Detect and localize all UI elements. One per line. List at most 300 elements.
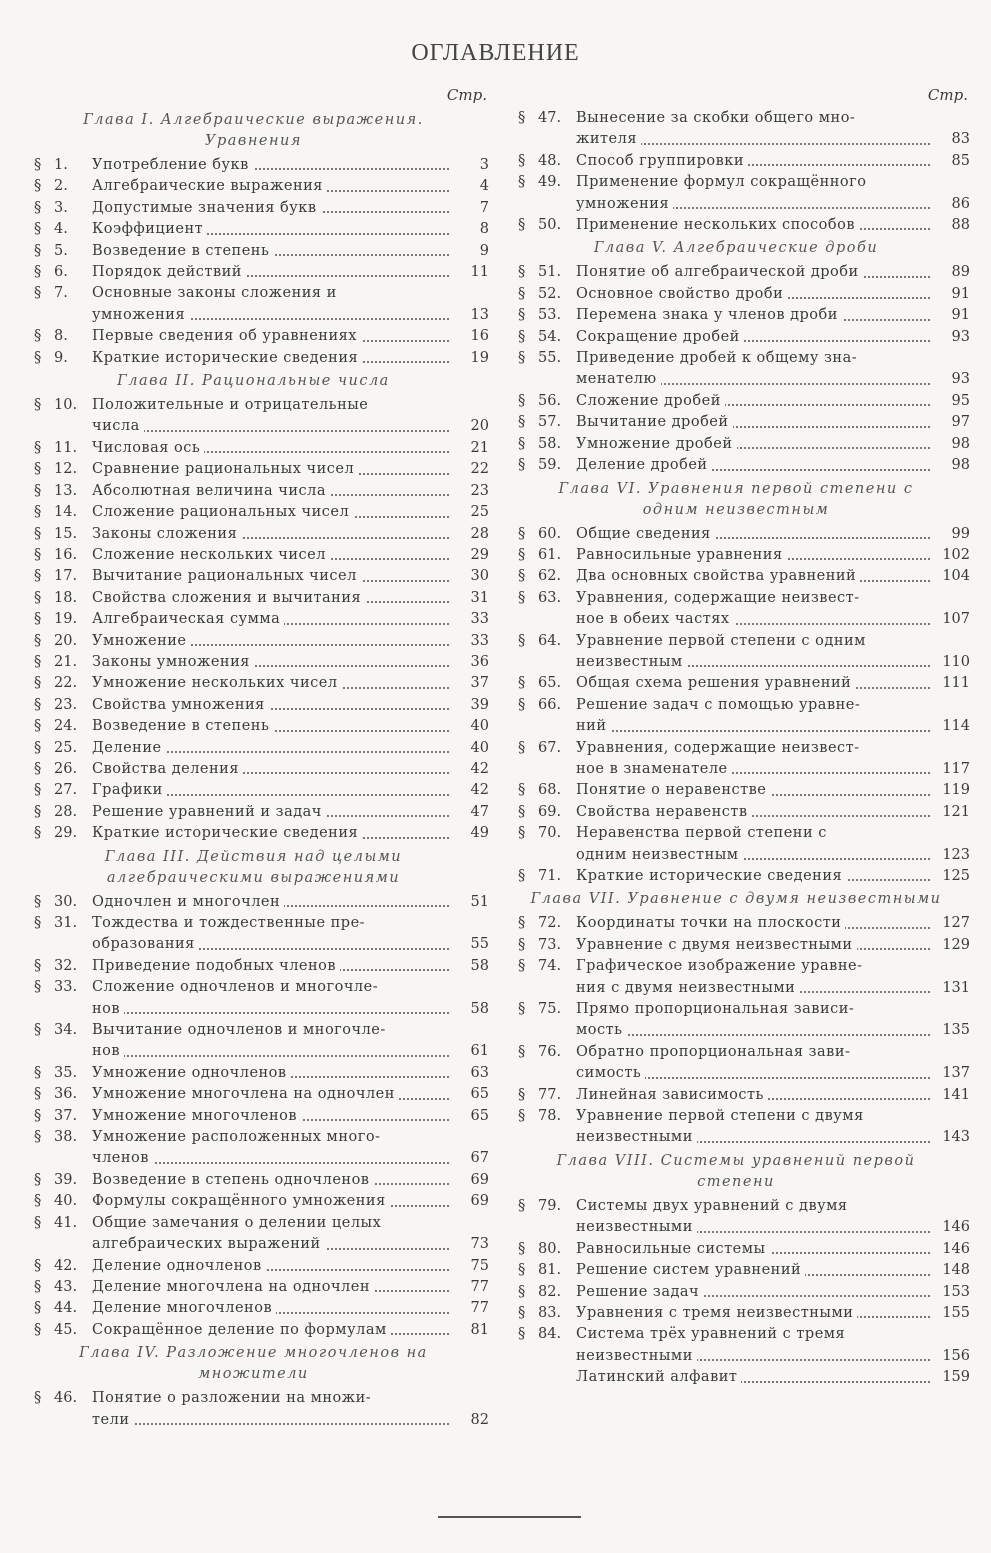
- section-num: 74.: [538, 958, 562, 975]
- section-number: [34, 588, 92, 609]
- entry-text: [576, 823, 936, 844]
- toc-entry: [518, 935, 970, 956]
- toc-entry-continuation: [518, 1217, 970, 1238]
- entry-text: [576, 305, 936, 326]
- section-number: [518, 412, 576, 433]
- entry-text: [92, 524, 455, 545]
- toc-entry: [34, 1020, 489, 1041]
- entry-text: [92, 502, 455, 523]
- section-sign-icon: §: [34, 199, 42, 216]
- entry-text: [576, 1196, 936, 1217]
- section-num: 71.: [538, 868, 562, 884]
- entry-title: Сложение дробей: [576, 393, 725, 409]
- toc-entry-continuation: [518, 1367, 970, 1388]
- entry-text: [92, 673, 455, 694]
- section-num: 79.: [538, 1197, 562, 1214]
- section-sign-icon: §: [518, 392, 526, 409]
- page-number: 107: [942, 611, 970, 628]
- entry-title: Порядок действий: [92, 264, 246, 280]
- entry-title: Первые сведения об уравнениях: [92, 328, 361, 344]
- page-number: 3: [479, 157, 489, 173]
- section-num: 23.: [54, 696, 78, 713]
- entry-title: Умножение одночленов: [92, 1065, 291, 1081]
- section-sign-icon: §: [34, 1390, 42, 1407]
- section-sign-icon: §: [518, 1001, 526, 1018]
- section-num: 24.: [54, 718, 78, 735]
- section-sign-icon: §: [34, 178, 42, 195]
- page-number: 73: [470, 1236, 489, 1253]
- toc-entry: [518, 391, 970, 412]
- page-number: 67: [470, 1150, 489, 1167]
- section-num: 82.: [538, 1283, 562, 1300]
- entry-text: [92, 305, 455, 326]
- toc-entry: [34, 1127, 489, 1148]
- entry-text: [92, 1277, 455, 1298]
- toc-entry: [34, 977, 489, 998]
- entry-title: Вынесение за скобки общего мно-: [576, 110, 859, 126]
- page-number: 146: [942, 1240, 970, 1257]
- section-number: [34, 1020, 92, 1041]
- entry-title: Алгебраические выражения: [92, 178, 327, 194]
- page-number: 69: [470, 1193, 489, 1210]
- section-number: [518, 866, 576, 887]
- section-sign-icon: §: [34, 1257, 42, 1274]
- entry-title: Сложение нескольких чисел: [92, 547, 330, 563]
- dot-leader: [92, 1012, 449, 1014]
- page-number: 156: [942, 1347, 970, 1364]
- section-sign-icon: §: [34, 1107, 42, 1124]
- entry-text: [92, 631, 455, 652]
- page-number: 49: [470, 825, 489, 842]
- section-num: 30.: [54, 893, 78, 910]
- toc-entry: [34, 1084, 489, 1105]
- section-number: [518, 434, 576, 455]
- toc-entry: [34, 892, 489, 913]
- entry-text: [92, 155, 455, 176]
- entry-title: Применение нескольких способов: [576, 217, 859, 233]
- section-sign-icon: §: [518, 1240, 526, 1257]
- toc-entry: [34, 695, 489, 716]
- section-number: [518, 780, 576, 801]
- page-number: 85: [951, 152, 970, 169]
- page-number: 51: [470, 893, 489, 910]
- section-num: 49.: [538, 174, 562, 191]
- entry-title: ний: [576, 718, 611, 734]
- entry-text: [92, 459, 455, 480]
- toc-entry: [518, 780, 970, 801]
- page-number: 123: [942, 846, 970, 863]
- section-num: 76.: [538, 1043, 562, 1060]
- section-number: [518, 172, 576, 193]
- toc-entry: [518, 1196, 970, 1217]
- entry-title: Умножение нескольких чисел: [92, 675, 342, 691]
- page-number: 65: [470, 1086, 489, 1103]
- entry-text: [92, 716, 455, 737]
- section-number: [34, 545, 92, 566]
- page-number: 88: [951, 217, 970, 234]
- entry-text: [92, 1298, 455, 1319]
- entry-title: Свойства сложения и вычитания: [92, 590, 365, 606]
- page-number: 125: [942, 868, 970, 884]
- entry-title: Координаты точки на плоскости: [576, 915, 845, 931]
- entry-text: [92, 588, 455, 609]
- dot-leader: [92, 1055, 449, 1057]
- entry-text: [576, 1127, 936, 1148]
- section-num: 45.: [54, 1321, 78, 1338]
- section-num: 61.: [538, 546, 562, 563]
- page-number: 93: [951, 371, 970, 388]
- toc-entry: [518, 673, 970, 694]
- entry-title: одним неизвестным: [576, 847, 743, 863]
- section-number: [34, 283, 92, 304]
- page-number: 37: [470, 675, 489, 692]
- section-sign-icon: §: [518, 546, 526, 563]
- section-num: 38.: [54, 1129, 78, 1146]
- section-number: [518, 1303, 576, 1324]
- section-sign-icon: §: [518, 1262, 526, 1279]
- entry-text: [576, 913, 936, 934]
- entry-text: [576, 1217, 936, 1238]
- section-num: 21.: [54, 653, 78, 670]
- section-sign-icon: §: [518, 525, 526, 542]
- toc-entry: [518, 305, 970, 326]
- section-sign-icon: §: [518, 589, 526, 606]
- page-number: 13: [470, 306, 489, 323]
- page-number: 75: [470, 1257, 489, 1274]
- section-sign-icon: §: [518, 264, 526, 281]
- page-number: 40: [470, 718, 489, 735]
- section-sign-icon: §: [518, 1283, 526, 1300]
- page-number: 16: [470, 328, 489, 345]
- toc-entry: [518, 412, 970, 433]
- entry-text: [576, 780, 936, 801]
- section-num: 18.: [54, 589, 78, 606]
- section-sign-icon: §: [518, 825, 526, 842]
- entry-text: [576, 1020, 936, 1041]
- toc-entry: [518, 823, 970, 844]
- entry-text: [92, 545, 455, 566]
- toc-entry-continuation: [518, 1020, 970, 1041]
- entry-title: Общие сведения: [576, 526, 715, 542]
- section-num: 11.: [54, 439, 78, 456]
- toc-entry: [34, 198, 489, 219]
- section-num: 55.: [538, 350, 562, 367]
- section-num: 63.: [538, 589, 562, 606]
- toc-entry-continuation: [34, 1041, 489, 1062]
- section-sign-icon: §: [34, 157, 42, 173]
- entry-text: [92, 652, 455, 673]
- section-num: 3.: [54, 199, 68, 216]
- toc-entry: [34, 155, 489, 176]
- page-number: 153: [942, 1283, 970, 1300]
- entry-text: [92, 219, 455, 240]
- entry-text: [576, 978, 936, 999]
- entry-title: числа: [92, 418, 144, 434]
- entry-title: Линейная зависимость: [576, 1087, 768, 1103]
- section-num: 43.: [54, 1278, 78, 1295]
- section-sign-icon: §: [34, 979, 42, 996]
- entry-title: Способ группировки: [576, 153, 748, 169]
- section-number: [34, 524, 92, 545]
- section-sign-icon: §: [34, 221, 42, 238]
- section-num: 44.: [54, 1300, 78, 1317]
- toc-entry-continuation: [518, 1127, 970, 1148]
- section-number: [34, 326, 92, 347]
- entry-text: [92, 416, 455, 437]
- toc-entry-continuation: [34, 934, 489, 955]
- entry-title: умножения: [576, 196, 673, 212]
- entry-title: Равносильные системы: [576, 1241, 770, 1257]
- entry-text: [92, 326, 455, 347]
- page-number: 77: [470, 1300, 489, 1317]
- entry-title: Графики: [92, 782, 167, 798]
- section-sign-icon: §: [518, 285, 526, 302]
- section-sign-icon: §: [518, 1108, 526, 1125]
- section-sign-icon: §: [34, 461, 42, 478]
- section-num: 25.: [54, 739, 78, 756]
- chapter-heading: Глава IV. Разложение многочленов на множители: [79, 1345, 428, 1383]
- section-number: [518, 108, 576, 129]
- entry-title: Алгебраическая сумма: [92, 611, 284, 627]
- chapter-heading: Глава I. Алгебраические выражения. Уравнения: [83, 112, 424, 149]
- section-sign-icon: §: [34, 696, 42, 713]
- section-sign-icon: §: [34, 482, 42, 499]
- page-number: 42: [470, 760, 489, 777]
- section-num: 57.: [538, 414, 562, 431]
- entry-text: [92, 934, 455, 955]
- entry-text: [92, 609, 455, 630]
- entry-title: Латинский алфавит: [576, 1369, 741, 1385]
- page-number: 9: [479, 242, 489, 259]
- entry-title: Прямо пропорциональная зависи-: [576, 1001, 858, 1017]
- entry-title: Равносильные уравнения: [576, 547, 787, 563]
- section-sign-icon: §: [34, 1171, 42, 1188]
- page-number: 119: [942, 782, 970, 799]
- page-column-label: Стр.: [927, 86, 968, 104]
- section-num: 68.: [538, 782, 562, 799]
- entry-text: [92, 566, 455, 587]
- toc-entry: [518, 108, 970, 129]
- page-number: 93: [951, 328, 970, 345]
- entry-text: [576, 1282, 936, 1303]
- toc-entry: [518, 695, 970, 716]
- section-number: [518, 823, 576, 844]
- section-number: [518, 695, 576, 716]
- entry-title: Решение уравнений и задач: [92, 804, 326, 820]
- section-sign-icon: §: [34, 760, 42, 777]
- entry-title: Неравенства первой степени с: [576, 825, 831, 841]
- section-number: [34, 1063, 92, 1084]
- entry-text: [576, 1303, 936, 1324]
- section-num: 35.: [54, 1064, 78, 1081]
- entry-text: [576, 716, 936, 737]
- entry-text: [576, 956, 936, 977]
- toc-entry: [518, 866, 970, 887]
- toc-entry: [518, 588, 970, 609]
- page-number: 7: [479, 199, 489, 216]
- section-num: 75.: [538, 1001, 562, 1018]
- page-number: 127: [942, 915, 970, 932]
- section-num: 67.: [538, 739, 562, 756]
- page-number: 23: [470, 482, 489, 499]
- section-number: [34, 262, 92, 283]
- section-sign-icon: §: [518, 696, 526, 713]
- entry-title: мость: [576, 1022, 627, 1038]
- entry-text: [92, 913, 455, 934]
- section-sign-icon: §: [34, 1193, 42, 1210]
- section-sign-icon: §: [518, 675, 526, 692]
- section-num: 8.: [54, 328, 68, 345]
- section-sign-icon: §: [518, 739, 526, 756]
- entry-title: ния с двумя неизвестными: [576, 980, 799, 996]
- entry-title: нов: [92, 1043, 124, 1059]
- section-num: 13.: [54, 482, 78, 499]
- section-num: 72.: [538, 915, 562, 932]
- entry-text: [576, 412, 936, 433]
- section-number: [518, 1282, 576, 1303]
- section-num: 65.: [538, 675, 562, 692]
- section-sign-icon: §: [34, 1129, 42, 1146]
- page-number: 58: [470, 957, 489, 974]
- entry-title: Краткие исторические сведения: [576, 868, 846, 884]
- entry-text: [92, 1320, 455, 1341]
- section-num: 2.: [54, 178, 68, 195]
- entry-text: [92, 780, 455, 801]
- entry-title: Законы умножения: [92, 654, 254, 670]
- section-number: [34, 738, 92, 759]
- entry-text: [576, 524, 936, 545]
- section-number: [518, 999, 576, 1020]
- page-number: 31: [470, 589, 489, 606]
- section-num: 60.: [538, 525, 562, 542]
- entry-text: [576, 215, 936, 236]
- entry-text: [576, 1106, 936, 1127]
- entry-text: [92, 1410, 455, 1431]
- page-number: 110: [942, 653, 970, 670]
- section-num: 7.: [54, 285, 68, 302]
- chapter-heading: Глава VIII. Системы уравнений первой степени: [556, 1152, 916, 1190]
- page-number: 89: [951, 264, 970, 281]
- section-sign-icon: §: [518, 152, 526, 169]
- section-sign-icon: §: [34, 803, 42, 820]
- entry-text: [576, 1260, 936, 1281]
- section-num: 42.: [54, 1257, 78, 1274]
- section-num: 5.: [54, 242, 68, 259]
- section-number: [34, 977, 92, 998]
- page-number: 98: [951, 435, 970, 452]
- entry-title: Умножение многочленов: [92, 1108, 301, 1124]
- page-number: 40: [470, 739, 489, 756]
- section-num: 53.: [538, 307, 562, 324]
- page-number: 33: [470, 611, 489, 628]
- section-num: 17.: [54, 568, 78, 585]
- entry-title: Понятие о разложении на множи-: [92, 1390, 375, 1406]
- section-sign-icon: §: [34, 589, 42, 606]
- section-number: [518, 566, 576, 587]
- toc-entry: [34, 631, 489, 652]
- section-sign-icon: §: [518, 457, 526, 474]
- section-number: [34, 481, 92, 502]
- section-num: 80.: [538, 1240, 562, 1257]
- toc-entry: [518, 1260, 970, 1281]
- section-sign-icon: §: [518, 1043, 526, 1060]
- section-number: [34, 502, 92, 523]
- chapter-heading: Глава VII. Уравнение с двумя неизвестными: [530, 891, 942, 908]
- section-num: 73.: [538, 936, 562, 953]
- toc-entry: [34, 1298, 489, 1319]
- section-number: [518, 305, 576, 326]
- entry-text: [92, 176, 455, 197]
- page-number: 58: [470, 1000, 489, 1017]
- section-sign-icon: §: [34, 285, 42, 302]
- entry-title: Краткие исторические сведения: [92, 825, 362, 841]
- section-number: [34, 219, 92, 240]
- entry-title: ное в обеих частях: [576, 611, 734, 627]
- toc-entry: [518, 284, 970, 305]
- section-num: 22.: [54, 675, 78, 692]
- section-num: 41.: [54, 1214, 78, 1231]
- entry-title: Общая схема решения уравнений: [576, 675, 855, 691]
- section-sign-icon: §: [518, 174, 526, 191]
- left-column: [34, 86, 489, 1431]
- toc-entry: [518, 738, 970, 759]
- entry-text: [92, 1041, 455, 1062]
- entry-title: Числовая ось: [92, 440, 204, 456]
- toc-entry: [518, 348, 970, 369]
- toc-entry: [518, 327, 970, 348]
- section-number: [518, 1260, 576, 1281]
- toc-entry: [34, 219, 489, 240]
- entry-title: алгебраических выражений: [92, 1236, 325, 1252]
- entry-title: Деление одночленов: [92, 1258, 266, 1274]
- entry-text: [92, 1148, 455, 1169]
- section-sign-icon: §: [34, 675, 42, 692]
- page-number: 65: [470, 1107, 489, 1124]
- page-number: 111: [942, 675, 970, 692]
- entry-text: [576, 172, 936, 193]
- entry-title: Возведение в степень одночленов: [92, 1172, 373, 1188]
- section-number: [518, 913, 576, 934]
- section-number: [34, 802, 92, 823]
- page-number: 137: [942, 1065, 970, 1082]
- entry-text: [92, 1234, 455, 1255]
- section-number: [518, 1324, 576, 1345]
- entry-title: Понятие об алгебраической дроби: [576, 264, 863, 280]
- toc-entry: [518, 262, 970, 283]
- section-num: 26.: [54, 760, 78, 777]
- section-sign-icon: §: [518, 958, 526, 975]
- toc-entry-continuation: [34, 305, 489, 326]
- section-num: 48.: [538, 152, 562, 169]
- entry-text: [576, 327, 936, 348]
- section-num: 70.: [538, 825, 562, 842]
- entry-text: [576, 1085, 936, 1106]
- section-sign-icon: §: [34, 439, 42, 456]
- section-sign-icon: §: [518, 1086, 526, 1103]
- section-sign-icon: §: [34, 718, 42, 735]
- entry-text: [92, 1388, 455, 1409]
- section-number: [518, 1042, 576, 1063]
- section-number: [34, 913, 92, 934]
- entry-text: [92, 262, 455, 283]
- section-num: 10.: [54, 397, 78, 414]
- entry-title: Уравнение с двумя неизвестными: [576, 937, 857, 953]
- entry-title: Решение задач с помощью уравне-: [576, 697, 864, 713]
- section-number: [518, 956, 576, 977]
- section-sign-icon: §: [34, 1278, 42, 1295]
- section-sign-icon: §: [518, 868, 526, 884]
- chapter-heading: Глава III. Действия над целыми алгебраическими выражениями: [104, 848, 403, 886]
